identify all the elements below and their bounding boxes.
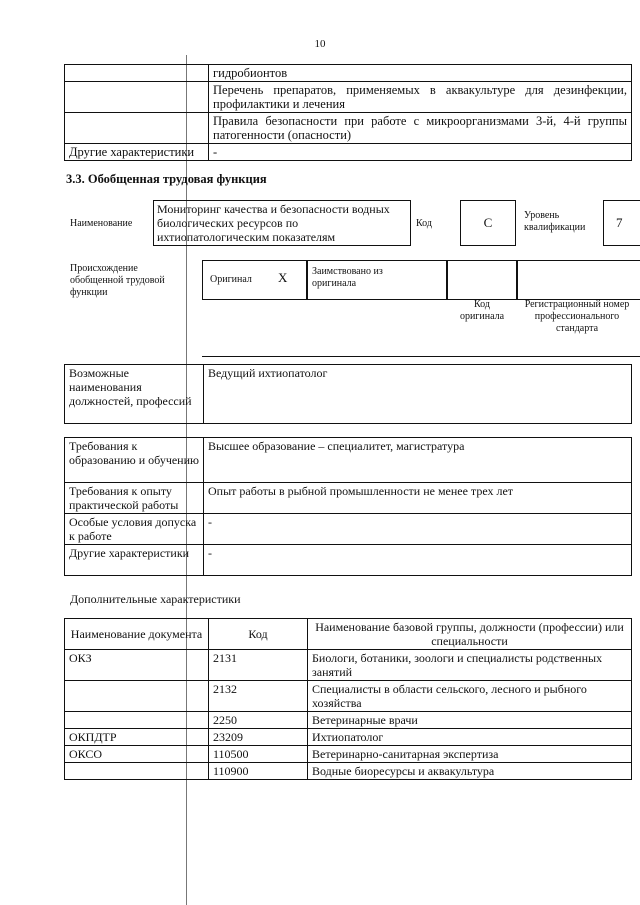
code-original-caption: Код оригинала [459, 299, 505, 322]
top-row-left [65, 65, 209, 82]
name-cell: Ихтиопатолог [308, 729, 632, 746]
code-cell: 110500 [209, 746, 308, 763]
doc-cell: ОКЗ [65, 650, 209, 681]
code-cell: 2250 [209, 712, 308, 729]
top-row-right: гидробионтов [209, 65, 632, 82]
code-cell: 2131 [209, 650, 308, 681]
code-label: Код [416, 218, 432, 229]
top-row-left [65, 82, 209, 113]
requirements-table [64, 437, 632, 576]
requirement-value: - [204, 545, 632, 576]
level-label: Уровень квалификации [524, 210, 586, 233]
code-value-box [460, 200, 516, 246]
requirement-label: Другие характеристики [65, 545, 204, 576]
section-title: 3.3. Обобщенная трудовая функция [66, 172, 267, 186]
doc-cell [65, 712, 209, 729]
code-value: C [483, 215, 493, 230]
code-cell: 23209 [209, 729, 308, 746]
requirement-label: Требования к опыту практической работы [65, 483, 204, 514]
code-original-box [446, 260, 518, 300]
requirement-value: Высшее образование – специалитет, магистратура [204, 438, 632, 483]
original-label: Оригинал [210, 274, 252, 285]
level-value: 7 [616, 215, 623, 230]
top-row-right: Перечень препаратов, применяемых в аквакультуре для дезинфекции, профилактики и лечения [209, 82, 632, 113]
top-row-left: Другие характеристики [65, 144, 209, 161]
requirement-value: - [204, 514, 632, 545]
positions-table [64, 364, 632, 424]
name-cell: Водные биоресурсы и аквакультура [308, 763, 632, 780]
borrowed-label: Заимствовано из оригинала [312, 266, 383, 289]
top-row-right: - [209, 144, 632, 161]
header-document: Наименование документа [65, 619, 209, 650]
doc-cell: ОКПДТР [65, 729, 209, 746]
name-label: Наименование [70, 218, 133, 229]
top-row-right: Правила безопасности при работе с микроорганизмами 3-й, 4-й группы патогенности (опасности) [209, 113, 632, 144]
positions-label: Возможные наименования должностей, профессий [65, 365, 204, 424]
reg-number-box [516, 260, 640, 300]
top-row-left [65, 113, 209, 144]
name-cell: Ветеринарно-санитарная экспертиза [308, 746, 632, 763]
name-value: Мониторинг качества и безопасности водных биологических ресурсов по ихтиопатологическим показателям [157, 202, 390, 244]
doc-cell [65, 681, 209, 712]
page-number: 10 [314, 38, 326, 50]
original-mark: X [278, 270, 288, 285]
code-cell: 2132 [209, 681, 308, 712]
origin-label: Происхождение обобщенной трудовой функции [70, 263, 165, 298]
name-cell: Биологи, ботаники, зоологи и специалисты родственных занятий [308, 650, 632, 681]
additional-title: Дополнительные характеристики [70, 592, 241, 606]
level-value-box [603, 200, 640, 246]
name-cell: Ветеринарные врачи [308, 712, 632, 729]
doc-cell: ОКСО [65, 746, 209, 763]
top-characteristics-table [64, 64, 632, 161]
header-name: Наименование базовой группы, должности (профессии) или специальности [308, 619, 632, 650]
requirement-label: Требования к образованию и обучению [65, 438, 204, 483]
name-value-box [153, 200, 411, 246]
requirement-label: Особые условия допуска к работе [65, 514, 204, 545]
reg-number-caption: Регистрационный номер профессионального стандарта [524, 299, 630, 334]
doc-cell [65, 763, 209, 780]
origin-underline [202, 356, 640, 357]
requirement-value: Опыт работы в рыбной промышленности не менее трех лет [204, 483, 632, 514]
header-code: Код [209, 619, 308, 650]
code-cell: 110900 [209, 763, 308, 780]
positions-value: Ведущий ихтиопатолог [204, 365, 632, 424]
name-cell: Специалисты в области сельского, лесного и рыбного хозяйства [308, 681, 632, 712]
additional-table [64, 618, 632, 780]
